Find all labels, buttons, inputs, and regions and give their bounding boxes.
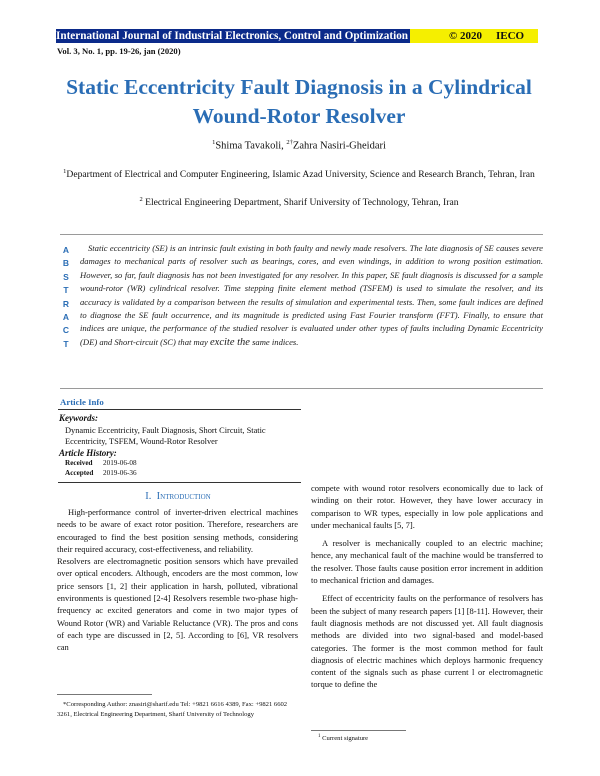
- keywords-heading: Keywords:: [59, 413, 98, 423]
- footnote-mark: 1: [318, 734, 321, 739]
- abstract-letter: A: [62, 245, 70, 255]
- section-title: Introduction: [156, 491, 211, 502]
- keywords-text: Dynamic Eccentricity, Fault Diagnosis, Short Circuit, Static Eccentricity, TSFEM, Wound-Rotor Resolver: [65, 426, 266, 447]
- affiliation-1: [60, 165, 538, 181]
- abstract-letter: A: [62, 312, 70, 323]
- author1-name: Shima Tavakoli,: [215, 140, 287, 152]
- footnote-text: Current signature: [320, 735, 369, 743]
- volume-info: Vol. 3, No. 1, pp. 19-26, jan (2020): [57, 46, 181, 56]
- article-info-heading: Article Info: [60, 397, 104, 407]
- received-row: [65, 459, 137, 467]
- abstract-letter: B: [62, 258, 70, 269]
- footnote-rule-right: [311, 730, 406, 731]
- author2-mark: 2†: [286, 139, 293, 146]
- paragraph: A resolver is mechanically coupled to an electric machine; hence, any mechanical fault of the machine would be transferred to the resolver. Those faults cause position error increment in addition to mechanical friction and damages.: [311, 538, 543, 586]
- journal-header-bar: [56, 29, 538, 43]
- abstract-letter: T: [63, 338, 69, 349]
- journal-abbreviation: IECO: [496, 30, 525, 42]
- affiliation2-text: Electrical Engineering Department, Sharif University of Technology, Tehran, Iran: [142, 197, 459, 209]
- section-number: I.: [145, 491, 152, 502]
- abstract-top-rule: [60, 234, 543, 235]
- copyright-year: © 2020: [449, 30, 482, 42]
- affiliation-2: [60, 193, 538, 209]
- author2-name: Zahra Nasiri-Gheidari: [292, 140, 386, 152]
- abstract-letter: C: [62, 325, 70, 336]
- accepted-date: 2019-06-36: [103, 469, 137, 477]
- paragraph: Effect of eccentricity faults on the performance of resolvers has been the subject of many research papers [1] [8-11]. However, their fault diagnosis methods are not discussed yet. All fault diagnosis methods are divided into two signal-based and model-based categories. The former is the most common method for fault diagnosis of electric machines which deploys harmonic frequency content of the signals such as phase current l or electromagnetic torque to define the: [311, 593, 543, 690]
- paragraph: compete with wound rotor resolvers economically due to lack of winding on their rotor. However, they have lower accuracy in comparison to WR types, especially in low pole applications and under mechanical faults [5, 7].: [311, 483, 543, 530]
- author-list: [56, 139, 542, 152]
- paper-title: Static Eccentricity Fault Diagnosis in a Cylindrical Wound-Rotor Resolver: [66, 75, 532, 128]
- history-rule: [58, 482, 301, 483]
- accepted-label: Accepted: [65, 469, 94, 477]
- abstract-bottom-rule: [60, 388, 543, 389]
- affiliation1-text: Department of Electrical and Computer Engineering, Islamic Azad University, Science and Research Branch, Tehran, Iran: [66, 169, 535, 181]
- left-column: [57, 506, 298, 654]
- received-date: 2019-06-08: [103, 459, 137, 467]
- paragraph: Resolvers are electromagnetic position sensors which have prevailed over optical encoders. Although, encoders are the most common, low price sensors [1, 2] their application in harsh, polluted, vibrational environments is questioned [2-4] Resolvers resemble two-phase high-frequency ac excited generators and come in two major types of Wound Rotor (WR) and Variable Reluctance (VR). The pros and cons of each type are discussed in [2, 5]. According to [6], VR resolvers can: [57, 556, 298, 653]
- affiliation1-mark: 1: [63, 168, 67, 175]
- footnote-rule-left: [57, 694, 152, 695]
- article-info-rule: [58, 409, 301, 410]
- abstract-emphasis: excite the: [210, 336, 250, 348]
- abstract-main: Static eccentricity (SE) is an intrinsic fault existing in both faulty and newly made resolvers. The late diagnosis of SE causes severe damages to mechanical parts of resolver such as bearings, cores, and even windings, in addition to wrong position estimation. However, so far, fault diagnosis has not been investigated for any resolver. In this paper, SE fault diagnosis is discussed for a sample wound-rotor (WR) cylindrical resolver. Time stepping finite element method (TSFEM) is used to simulate the resolver, and its accuracy is validated by a comparison between the results of simulation and experimental tests. Then, some fault indices are defined to diagnose the SE fault occurrence, and its magnitude is predicted using Fast Fourier transform (FFT). Finally, to ensure that indices are unique, the performance of the studied resolver is evaluated under other types of faults including Dynamic Eccentricity (DE) and Short-circuit (SC) that may: [80, 243, 543, 347]
- abstract-end: same indices.: [249, 336, 299, 347]
- abstract-letter: R: [62, 298, 70, 309]
- paragraph: High-performance control of inverter-driven electrical machines needs to be aware of exact rotor position. Therefore, researchers are encouraged to find the best position sensing methods, considering their required accuracy, cost-effectiveness, and reliability.: [57, 507, 298, 554]
- abstract-letter: T: [63, 285, 69, 296]
- abstract-letter: S: [63, 271, 69, 282]
- current-signature-footnote: [318, 734, 368, 742]
- received-label: Received: [65, 459, 93, 467]
- section-heading: [56, 491, 300, 502]
- corresponding-author-footnote: *Corresponding Author: znasiri@sharif.edu Tel: +9821 6616 4389, Fax: +9821 6602 3261, Electrical Engineering Department, Sharif University of Technology: [57, 701, 288, 718]
- abstract-side-label: [60, 244, 72, 351]
- accepted-row: [65, 469, 137, 477]
- right-column: [311, 482, 543, 691]
- affiliation2-mark: 2: [139, 196, 143, 203]
- author1-mark: 1: [212, 139, 216, 146]
- history-heading: Article History:: [59, 448, 117, 458]
- abstract-text: [80, 242, 543, 349]
- journal-name: International Journal of Industrial Electronics, Control and Optimization: [56, 30, 409, 42]
